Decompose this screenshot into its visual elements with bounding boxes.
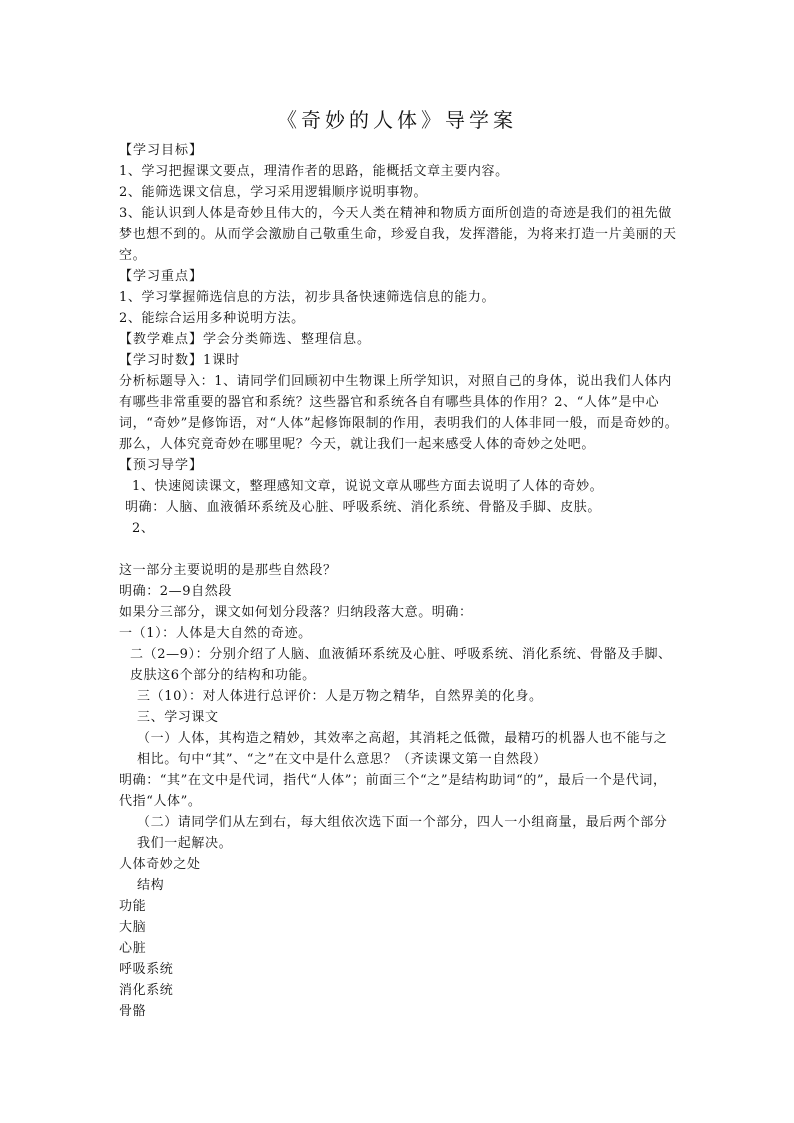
paragraph: 2、 — [132, 521, 155, 536]
paragraph: （二）请同学们从左到右，每大组依次选下面一个部分，四人一小组商量，最后两个部分我们一起解决。 — [137, 815, 668, 851]
section-heading-key-points: 【学习重点】 — [119, 269, 204, 284]
list-item: 功能 — [119, 899, 147, 914]
paragraph: 如果分三部分，课文如何划分段落？归纳段落大意。明确： — [119, 605, 473, 620]
blank-line — [119, 539, 679, 560]
paragraph: 明确：人脑、血液循环系统及心脏、呼吸系统、消化系统、骨骼及手脚、皮肤。 — [125, 500, 602, 515]
paragraph: 1、学习把握课文要点，理清作者的思路，能概括文章主要内容。 — [119, 164, 509, 179]
list-item: 大脑 — [119, 920, 147, 935]
paragraph: 一（1）：人体是大自然的奇迹。 — [119, 626, 312, 641]
paragraph: 1、学习掌握筛选信息的方法，初步具备快速筛选信息的能力。 — [119, 290, 496, 305]
paragraph: 二（2—9）：分别介绍了人脑、血液循环系统及心脏、呼吸系统、消化系统、骨骼及手脚、皮肤这6个部分的结构和功能。 — [130, 647, 672, 683]
list-item: 消化系统 — [119, 983, 174, 998]
section-heading-hours: 【学习时数】1课时 — [119, 353, 241, 368]
list-item: 骨骼 — [119, 1004, 147, 1019]
list-item: 呼吸系统 — [119, 962, 174, 977]
list-item: 结构 — [137, 878, 165, 893]
section-heading-preview: 【预习导学】 — [119, 458, 204, 473]
list-item: 人体奇妙之处 — [119, 857, 201, 872]
paragraph: （一）人体，其构造之精妙，其效率之高超，其消耗之低微，最精巧的机器人也不能与之相比。句中“其”、“之”在文中是什么意思？（齐读课文第一自然段） — [137, 731, 668, 767]
paragraph: 明确：“其”在文中是代词，指代“人体”；前面三个“之”是结构助词“的”，最后一个是代词，代指“人体”。 — [119, 773, 667, 809]
paragraph: 3、能认识到人体是奇妙且伟大的，今天人类在精神和物质方面所创造的奇迹是我们的祖先做梦也想不到的。从而学会激励自己敬重生命，珍爱自我，发挥潜能，为将来打造一片美丽的天空。 — [119, 206, 677, 263]
paragraph: 2、能综合运用多种说明方法。 — [119, 311, 305, 326]
paragraph: 2、能筛选课文信息，学习采用逻辑顺序说明事物。 — [119, 185, 428, 200]
document-body — [119, 140, 679, 1022]
paragraph: 1、快速阅读课文，整理感知文章，说说文章从哪些方面去说明了人体的奇妙。 — [132, 479, 604, 494]
section-heading-difficulty: 【教学难点】学会分类筛选、整理信息。 — [119, 332, 372, 347]
paragraph: 这一部分主要说明的是那些自然段？ — [119, 563, 337, 578]
paragraph: 三、学习课文 — [137, 710, 219, 725]
paragraph: 分析标题导入：1、请同学们回顾初中生物课上所学知识，对照自己的身体，说出我们人体内有哪些非常重要的器官和系统？这些器官和系统各自有哪些具体的作用？2、“人体”是中心词，“奇妙”是修饰语，对“人体”起修饰限制的作用，表明我们的人体非同一般，而是奇妙的。那么，人体究竟奇妙在哪里呢？今天，就让我们一起来感受人体的奇妙之处吧。 — [119, 374, 679, 452]
paragraph: 三（10）：对人体进行总评价：人是万物之精华，自然界美的化身。 — [137, 689, 543, 704]
list-item: 心脏 — [119, 941, 147, 956]
section-heading-goals: 【学习目标】 — [119, 143, 204, 158]
document-title: 《奇妙的人体》导学案 — [277, 108, 517, 132]
paragraph: 明确：2—9自然段 — [119, 584, 232, 599]
